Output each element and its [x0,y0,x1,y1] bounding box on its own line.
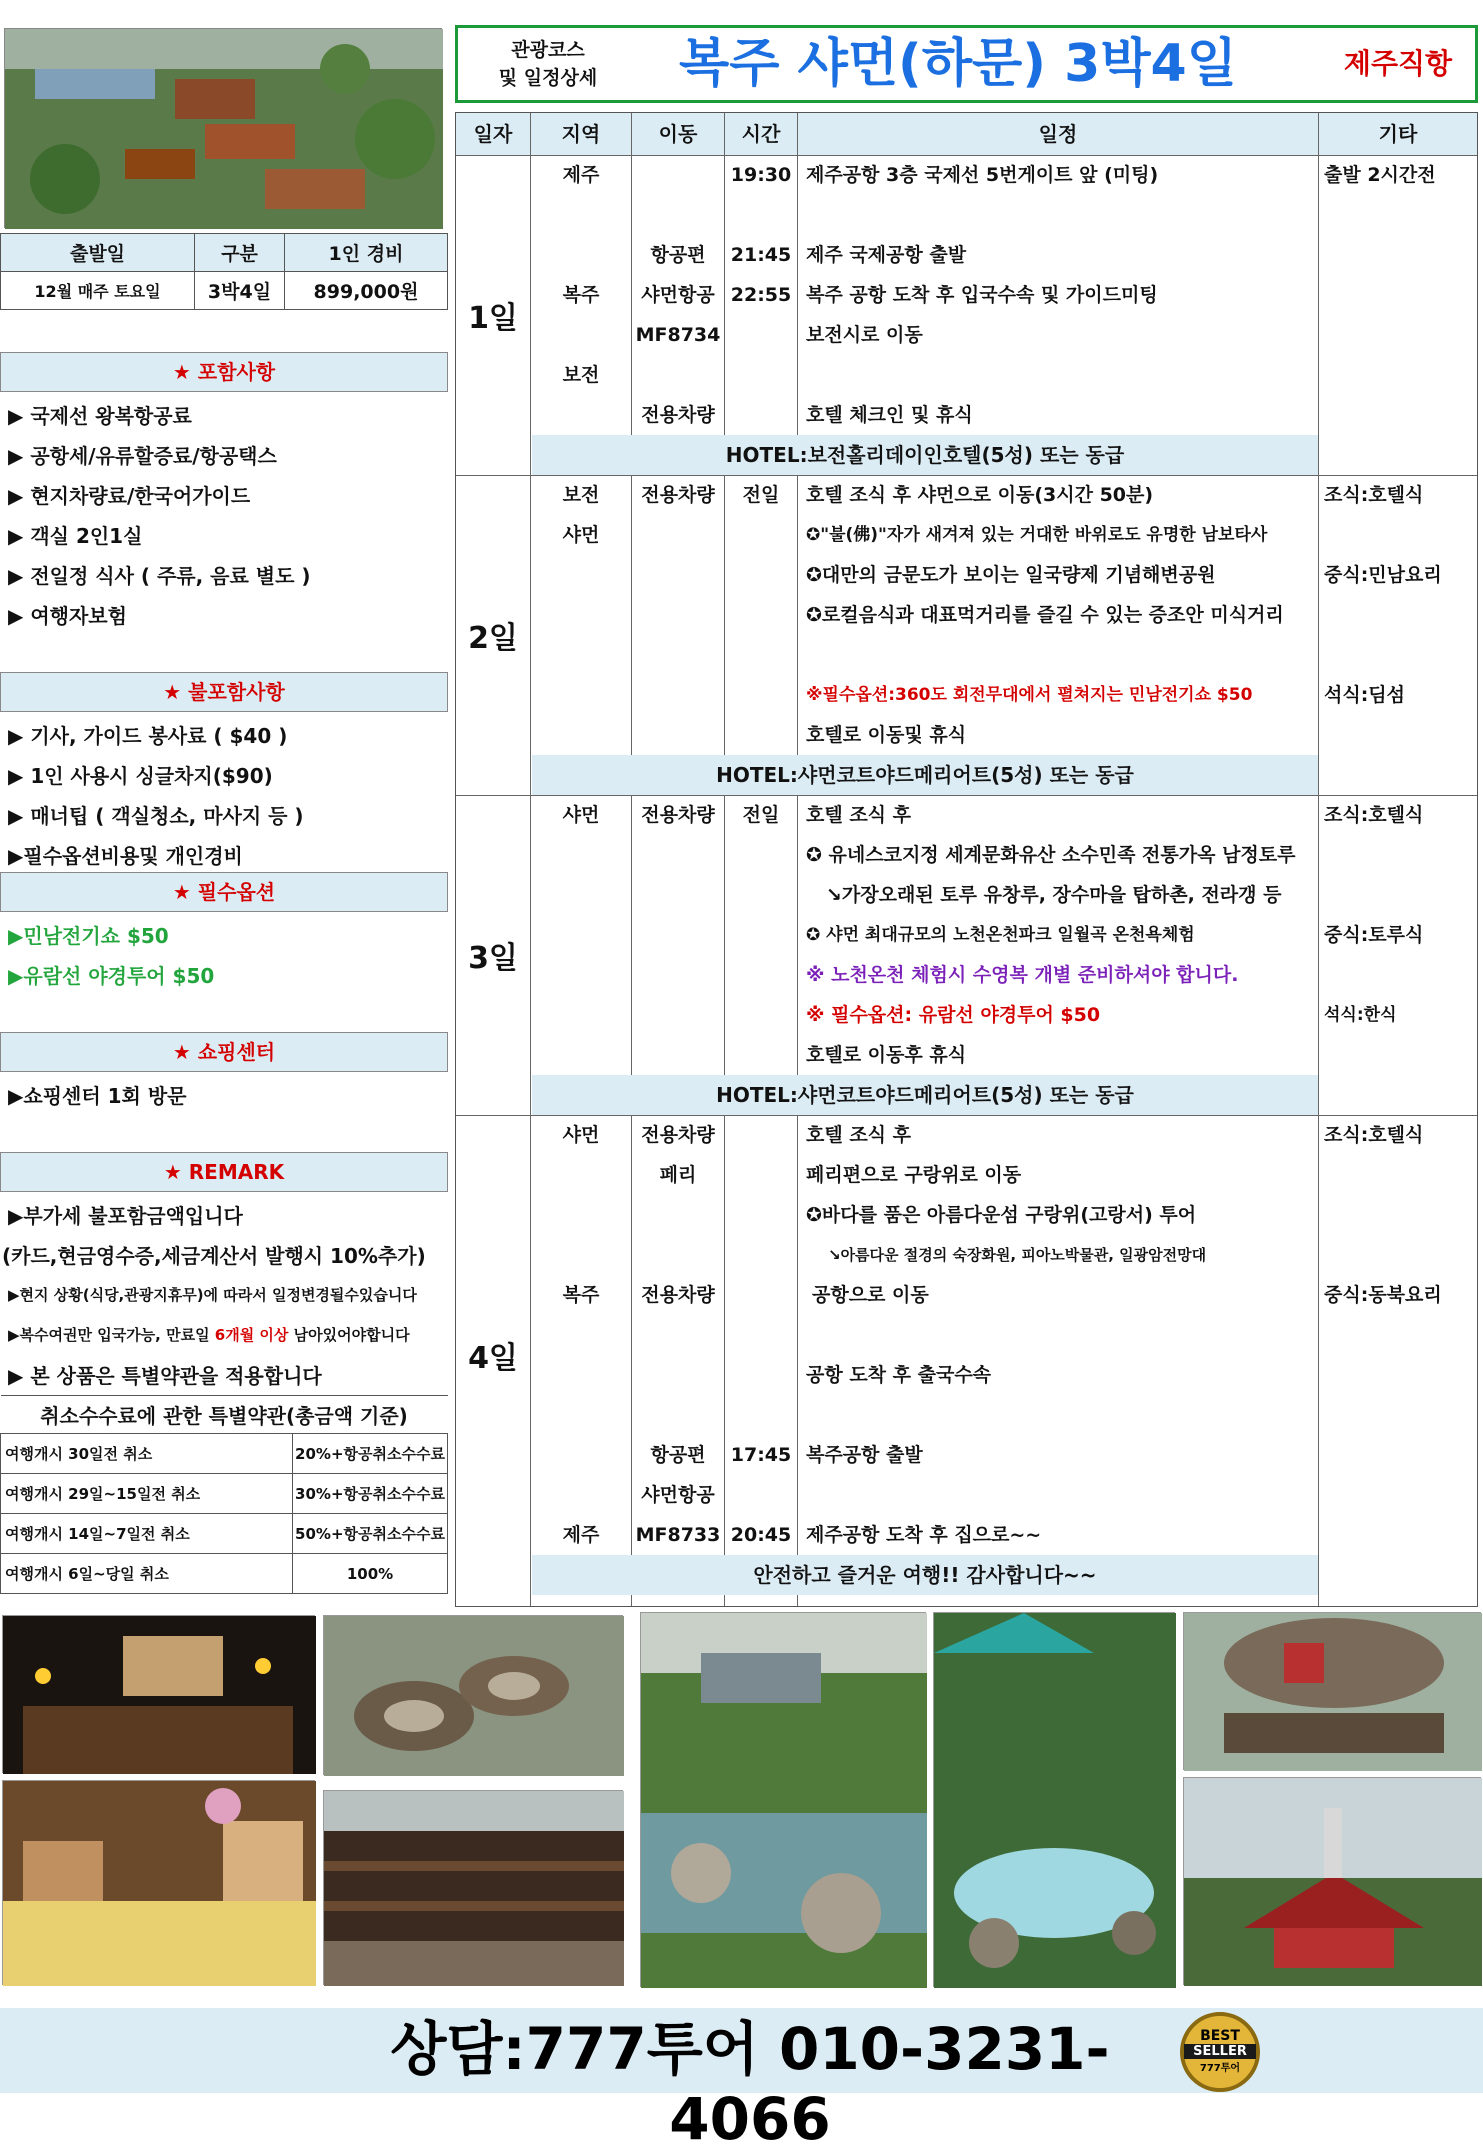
shopping-item: ▶쇼핑센터 1회 방문 [8,1084,187,1108]
grid-line [724,113,725,1606]
move-cell: 샤먼항공 [641,1484,715,1506]
hotel-row: HOTEL:샤먼코트야드메리어트(5성) 또는 동급 [532,755,1318,795]
remark-passport-text: ▶복수여권만 입국가능, 만료일 [8,1326,215,1344]
plan-cell: 호텔 조식 후 샤먼으로 이동(3시간 50분) [806,484,1154,506]
remark-line: (카드,현금영수증,세금계산서 발행시 10%추가) [2,1244,426,1268]
included-item: ▶ 공항세/유류할증료/항공택스 [8,444,277,468]
move-cell: 전용차량 [641,484,715,506]
time-cell: 22:55 [730,284,792,306]
move-cell: 전용차량 [641,1124,715,1146]
excluded-item: ▶필수옵션비용및 개인경비 [8,844,243,868]
plan-cell: 공항으로 이동 [812,1284,929,1306]
plan-cell: ✪ 샤먼 최대규모의 노천온천파크 일월곡 온천욕체험 [806,925,1195,945]
included-item: ▶ 객실 2인1실 [8,524,143,548]
best-seller-badge-icon [1180,2012,1260,2092]
move-cell: 전용차량 [641,1284,715,1306]
included-item: ▶ 국제선 왕복항공료 [8,404,192,428]
header-subtitle: 및 일정상세 [498,67,598,89]
plan-cell: ✪ 유네스코지정 세계문화유산 소수민족 전통가옥 남정토루 [806,844,1296,866]
region-cell: 복주 [562,1284,600,1306]
plan-notice-cell: ※ 노천온천 체험시 수영복 개별 준비하셔야 합니다. [806,964,1239,986]
tulou-interior-photo [323,1790,623,1985]
day-label: 3일 [468,941,518,976]
remark-passport-highlight: 6개월 이상 [214,1326,289,1344]
etc-cell: 조식:호텔식 [1324,804,1424,826]
cancel-title: 취소수수료에 관한 특별약관(총금액 기준) [1,1396,448,1434]
included-header: ★ 포함사항 [0,352,448,392]
price-header-cost: 1인 경비 [285,234,448,272]
region-cell: 보전 [562,364,600,386]
page-title: 복주 샤먼(하문) 3박4일 [679,34,1237,94]
remark-header: ★ REMARK [0,1152,448,1192]
excluded-item: ▶ 1인 사용시 싱글차지($90) [8,764,273,788]
time-cell: 21:45 [730,244,792,266]
trip-price: 899,000원 [285,272,448,310]
footer-bar [0,2008,1483,2153]
badge-brand: 777투어 [1199,2063,1241,2074]
move-cell: 샤먼항공 [641,284,715,306]
plan-cell: ↘가장오래된 토루 유창루, 장수마을 탑하촌, 전라갱 등 [826,884,1282,906]
plan-cell: 호텔 조식 후 [806,804,911,826]
plan-option-cell: ※ 필수옵션: 유람선 야경투어 $50 [806,1004,1101,1026]
trip-type: 3박4일 [195,272,285,310]
departure-date: 12월 매주 토요일 [1,272,195,310]
region-cell: 샤먼 [562,1124,600,1146]
region-cell: 샤먼 [562,804,600,826]
move-cell: MF8733 [635,1524,721,1546]
mandatory-header: ★ 필수옵션 [0,872,448,912]
cancel-fee: 30%+항공취소수수료 [293,1474,448,1514]
time-cell: 전일 [742,484,780,506]
price-header-date: 출발일 [1,234,195,272]
price-table [0,233,448,310]
night-street-photo [2,1615,315,1773]
cancel-fee: 100% [293,1554,448,1594]
cancel-fee: 20%+항공취소수수료 [293,1434,448,1474]
plan-cell: 제주 국제공항 출발 [806,244,967,266]
shopping-center-photo [2,1780,315,1985]
plan-cell: 페리편으로 구랑위로 이동 [806,1164,1022,1186]
cancel-period: 여행개시 30일전 취소 [1,1434,293,1474]
etc-cell: 출발 2시간전 [1324,164,1436,186]
pagoda-temple-photo [1183,1777,1481,1985]
col-head-plan: 일정 [798,113,1318,155]
included-item: ▶ 전일정 식사 ( 주류, 음료 별도 ) [8,564,311,588]
plan-cell: ✪바다를 품은 아름다운섬 구랑위(고랑서) 투어 [806,1204,1197,1226]
plan-cell: 복주 공항 도착 후 입국수속 및 가이드미팅 [806,284,1158,306]
cancel-period: 여행개시 14일~7일전 취소 [1,1514,293,1554]
move-cell: MF8734 [635,324,721,346]
remark-passport-line [8,1324,410,1345]
day-label: 1일 [468,301,518,336]
plan-cell: 호텔 체크인 및 휴식 [806,404,973,426]
region-cell: 제주 [562,1524,600,1546]
cancel-period: 여행개시 29일~15일전 취소 [1,1474,293,1514]
grid-line [1318,113,1319,1606]
col-head-time: 시간 [725,113,797,155]
cancel-fee: 50%+항공취소수수료 [293,1514,448,1554]
col-head-region: 지역 [531,113,631,155]
rock-temple-photo [1183,1612,1481,1770]
schedule-table [455,112,1478,1607]
remark-line: ▶ 본 상품은 특별약관을 적용합니다 [8,1364,322,1388]
tulou-aerial-photo [323,1615,623,1775]
cancel-table [0,1395,448,1594]
remark-line: ▶부가세 불포함금액입니다 [8,1204,243,1228]
plan-option-cell: ※필수옵션:360도 회전무대에서 펼쳐지는 민남전기쇼 $50 [806,685,1253,705]
excluded-item: ▶ 매너팁 ( 객실청소, 마사지 등 ) [8,804,304,828]
header-subtitle: 관광코스 [511,39,585,61]
time-cell: 19:30 [730,164,792,186]
etc-cell: 조식:호텔식 [1324,484,1424,506]
plan-cell: 호텔 조식 후 [806,1124,911,1146]
included-item: ▶ 여행자보험 [8,604,127,628]
plan-cell: ✪대만의 금문도가 보이는 일국량제 기념해변공원 [806,564,1216,586]
garden-photo [640,1612,926,1987]
hot-spring-photo [933,1612,1175,1987]
badge-text-top: BEST [1200,2028,1240,2044]
cancel-period: 여행개시 6일~당일 취소 [1,1554,293,1594]
plan-cell: 제주공항 도착 후 집으로~~ [806,1524,1042,1546]
move-cell: 전용차량 [641,404,715,426]
closing-row: 안전하고 즐거운 여행!! 감사합니다~~ [532,1555,1318,1595]
col-head-move: 이동 [632,113,724,155]
etc-cell: 석식:딤섬 [1324,684,1406,706]
badge-text-bottom: SELLER [1184,2044,1256,2059]
etc-cell: 조식:호텔식 [1324,1124,1424,1146]
mandatory-item: ▶유람선 야경투어 $50 [8,964,215,988]
shopping-header: ★ 쇼핑센터 [0,1032,448,1072]
remark-line: ▶현지 상황(식당,관광지휴무)에 따라서 일정변경될수있습니다 [8,1286,417,1304]
contact-info: 상담:777투어 010-3231-4066 [390,2015,1110,2153]
excluded-header: ★ 불포함사항 [0,672,448,712]
plan-cell: 호텔로 이동후 휴식 [806,1044,967,1066]
mandatory-item: ▶민남전기쇼 $50 [8,924,169,948]
header-badge: 제주직항 [1343,47,1453,80]
region-cell: 복주 [562,284,600,306]
temple-aerial-photo [4,28,442,228]
region-cell: 제주 [562,164,600,186]
plan-cell: 공항 도착 후 출국수속 [806,1364,992,1386]
plan-cell: 호텔로 이동및 휴식 [806,724,967,746]
plan-cell: 복주공항 출발 [806,1444,923,1466]
excluded-item: ▶ 기사, 가이드 봉사료 ( $40 ) [8,724,288,748]
plan-cell: ✪로컬음식과 대표먹거리를 즐길 수 있는 증조안 미식거리 [806,604,1284,626]
move-cell: 항공편 [650,244,706,266]
time-cell: 17:45 [730,1444,792,1466]
time-cell: 전일 [742,804,780,826]
day-label: 4일 [468,1341,518,1376]
plan-cell: ✪"불(佛)"자가 새겨져 있는 거대한 바위로도 유명한 남보타사 [806,525,1268,545]
title-box [455,25,1478,103]
etc-cell: 중식:토루식 [1324,924,1424,946]
region-cell: 보전 [562,484,600,506]
plan-cell: 보전시로 이동 [806,324,923,346]
grid-line [530,113,531,1606]
included-item: ▶ 현지차량료/한국어가이드 [8,484,251,508]
etc-cell: 중식:동북요리 [1324,1284,1442,1306]
region-cell: 샤먼 [562,524,600,546]
col-head-day: 일자 [456,113,530,155]
hotel-row: HOTEL:보전홀리데이인호텔(5성) 또는 동급 [532,435,1318,475]
hotel-row: HOTEL:샤먼코트야드메리어트(5성) 또는 동급 [532,1075,1318,1115]
col-head-etc: 기타 [1319,113,1477,155]
price-header-type: 구분 [195,234,285,272]
plan-cell: ↘아름다운 절경의 숙장화원, 피아노박물관, 일광암전망대 [828,1246,1207,1264]
time-cell: 20:45 [730,1524,792,1546]
move-cell: 전용차량 [641,804,715,826]
plan-cell: 제주공항 3층 국제선 5번게이트 앞 (미팅) [806,164,1159,186]
move-cell: 페리 [659,1164,697,1186]
etc-cell: 중식:민남요리 [1324,564,1442,586]
etc-cell: 석식:한식 [1324,1005,1397,1025]
grid-line [797,113,798,1606]
day-label: 2일 [468,621,518,656]
remark-passport-text-end: 남아있어야합니다 [288,1326,410,1344]
move-cell: 항공편 [650,1444,706,1466]
